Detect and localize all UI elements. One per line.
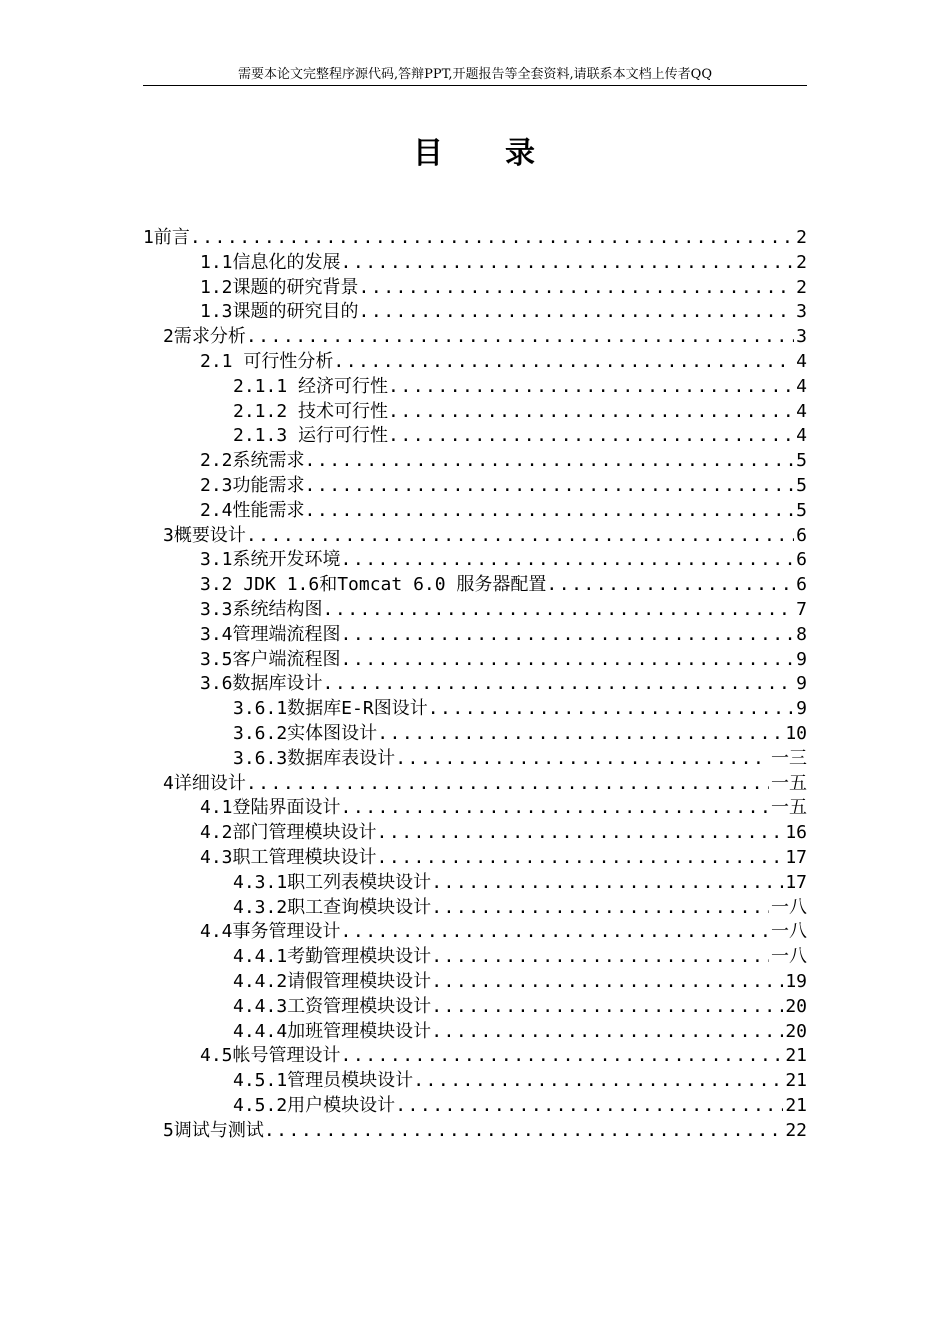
toc-entry[interactable]: [143, 1069, 807, 1094]
toc-entry-label: 4.5帐号管理设计: [200, 1045, 341, 1067]
toc-entry[interactable]: [143, 226, 807, 251]
toc-entry-label: 4.4.3工资管理模块设计: [233, 995, 432, 1017]
toc-entry-page: 10: [785, 722, 807, 744]
toc-entry[interactable]: [143, 524, 807, 549]
toc-leader-dots: [341, 796, 769, 821]
toc-leader-dots: [431, 945, 769, 970]
toc-entry[interactable]: [143, 300, 807, 325]
toc-entry-page: 16: [785, 822, 807, 844]
toc-entry-label: 2需求分析: [163, 326, 246, 348]
toc-entry-label: 2.1 可行性分析: [200, 350, 334, 372]
toc-entry[interactable]: [143, 598, 807, 623]
toc-leader-dots: [246, 325, 794, 350]
toc-entry[interactable]: [143, 1020, 807, 1045]
toc-entry-page: 一五: [771, 772, 807, 794]
toc-entry-page: 5: [796, 474, 807, 496]
toc-leader-dots: [246, 772, 769, 797]
toc-leader-dots: [431, 871, 783, 896]
toc-entry-label: 4.4.1考勤管理模块设计: [233, 946, 432, 968]
toc-entry-page: 2: [796, 251, 807, 273]
toc-leader-dots: [305, 499, 795, 524]
toc-entry[interactable]: [143, 400, 807, 425]
toc-entry-page: 一八: [771, 921, 807, 943]
toc-entry[interactable]: [143, 846, 807, 871]
toc-entry[interactable]: [143, 350, 807, 375]
toc-entry[interactable]: [143, 648, 807, 673]
toc-entry-label: 4.4事务管理设计: [200, 921, 341, 943]
toc-entry-page: 4: [796, 425, 807, 447]
toc-leader-dots: [395, 1094, 783, 1119]
toc-entry[interactable]: [143, 424, 807, 449]
toc-entry[interactable]: [143, 697, 807, 722]
toc-entry-page: 21: [785, 1070, 807, 1092]
toc-entry[interactable]: [143, 722, 807, 747]
toc-leader-dots: [388, 424, 794, 449]
toc-leader-dots: [323, 598, 795, 623]
toc-entry-label: 2.3功能需求: [200, 474, 305, 496]
toc-entry-label: 4.3.2职工查询模块设计: [233, 896, 432, 918]
toc-entry-label: 4.5.1管理员模块设计: [233, 1070, 414, 1092]
toc-entry[interactable]: [143, 871, 807, 896]
toc-leader-dots: [413, 1069, 783, 1094]
toc-entry-page: 4: [796, 350, 807, 372]
table-of-contents: [143, 226, 807, 1143]
toc-leader-dots: [377, 722, 783, 747]
toc-leader-dots: [246, 524, 794, 549]
toc-entry-label: 4.4.4加班管理模块设计: [233, 1020, 432, 1042]
toc-entry-page: 2: [796, 276, 807, 298]
toc-entry[interactable]: [143, 796, 807, 821]
toc-entry-page: 一八: [771, 946, 807, 968]
toc-entry[interactable]: [143, 325, 807, 350]
toc-entry-label: 2.1.1 经济可行性: [233, 375, 389, 397]
toc-entry[interactable]: [143, 375, 807, 400]
toc-entry[interactable]: [143, 896, 807, 921]
toc-entry-page: 9: [796, 698, 807, 720]
toc-leader-dots: [388, 375, 794, 400]
toc-entry-page: 3: [796, 301, 807, 323]
toc-entry-page: 一三: [771, 747, 807, 769]
toc-entry-label: 4.3.1职工列表模块设计: [233, 871, 432, 893]
toc-entry-page: 一五: [771, 797, 807, 819]
toc-entry-label: 2.4性能需求: [200, 499, 305, 521]
toc-leader-dots: [341, 1044, 784, 1069]
toc-leader-dots: [431, 1020, 783, 1045]
toc-entry[interactable]: [143, 920, 807, 945]
page-header: 需要本论文完整程序源代码,答辩PPT,开题报告等全套资料,请联系本文档上传者QQ: [143, 66, 807, 86]
toc-entry-label: 1.3课题的研究目的: [200, 301, 359, 323]
page-title-part1: 目: [413, 136, 445, 171]
toc-leader-dots: [305, 474, 795, 499]
toc-entry-label: 3.6.2实体图设计: [233, 722, 378, 744]
toc-entry-label: 2.2系统需求: [200, 450, 305, 472]
toc-leader-dots: [341, 251, 795, 276]
toc-entry-page: 22: [785, 1119, 807, 1141]
toc-entry-page: 3: [796, 326, 807, 348]
toc-entry-page: 5: [796, 450, 807, 472]
toc-entry-page: 6: [796, 524, 807, 546]
toc-entry-label: 3.6数据库设计: [200, 673, 323, 695]
toc-entry-label: 1前言: [143, 227, 190, 248]
toc-leader-dots: [323, 672, 795, 697]
toc-entry-page: 4: [796, 400, 807, 422]
toc-entry-page: 20: [785, 1020, 807, 1042]
toc-entry-label: 4.3职工管理模块设计: [200, 846, 377, 868]
toc-entry-label: 3.4管理端流程图: [200, 623, 341, 645]
toc-leader-dots: [359, 300, 795, 325]
toc-entry[interactable]: [143, 945, 807, 970]
toc-entry-label: 3.5客户端流程图: [200, 648, 341, 670]
toc-entry-page: 5: [796, 499, 807, 521]
toc-leader-dots: [431, 970, 783, 995]
toc-entry-label: 4.2部门管理模块设计: [200, 822, 377, 844]
toc-entry[interactable]: [143, 970, 807, 995]
toc-leader-dots: [377, 821, 784, 846]
toc-entry-page: 9: [796, 648, 807, 670]
toc-entry[interactable]: [143, 548, 807, 573]
toc-entry[interactable]: [143, 995, 807, 1020]
toc-leader-dots: [428, 697, 794, 722]
toc-entry-page: 4: [796, 375, 807, 397]
page-title: [0, 128, 950, 172]
toc-entry-label: 2.1.2 技术可行性: [233, 400, 389, 422]
toc-entry-label: 3.1系统开发环境: [200, 549, 341, 571]
toc-entry-page: 21: [785, 1045, 807, 1067]
toc-entry[interactable]: [143, 474, 807, 499]
toc-entry-label: 4.1登陆界面设计: [200, 797, 341, 819]
toc-entry[interactable]: [143, 276, 807, 301]
toc-entry[interactable]: [143, 499, 807, 524]
toc-entry[interactable]: [143, 747, 807, 772]
toc-entry-page: 7: [796, 598, 807, 620]
toc-leader-dots: [395, 747, 769, 772]
toc-entry[interactable]: [143, 449, 807, 474]
toc-entry-label: 1.2课题的研究背景: [200, 276, 359, 298]
toc-leader-dots: [546, 573, 794, 598]
toc-leader-dots: [341, 648, 795, 673]
toc-leader-dots: [341, 548, 795, 573]
toc-entry-label: 2.1.3 运行可行性: [233, 425, 389, 447]
toc-leader-dots: [341, 920, 769, 945]
toc-entry-label: 1.1信息化的发展: [200, 251, 341, 273]
toc-entry-label: 5调试与测试: [163, 1119, 264, 1141]
toc-leader-dots: [190, 226, 794, 251]
toc-entry-page: 6: [796, 574, 807, 596]
toc-entry-page: 6: [796, 549, 807, 571]
toc-entry-page: 9: [796, 673, 807, 695]
toc-entry[interactable]: [143, 821, 807, 846]
toc-leader-dots: [388, 400, 794, 425]
toc-entry-page: 17: [785, 846, 807, 868]
toc-entry-page: 20: [785, 995, 807, 1017]
toc-entry-label: 3.6.1数据库E-R图设计: [233, 698, 428, 720]
toc-leader-dots: [359, 276, 795, 301]
page-title-part2: 录: [505, 136, 537, 171]
toc-entry-page: 2: [796, 227, 807, 248]
toc-leader-dots: [377, 846, 784, 871]
toc-entry[interactable]: [143, 623, 807, 648]
toc-entry-page: 21: [785, 1094, 807, 1116]
toc-entry[interactable]: [143, 251, 807, 276]
toc-entry[interactable]: [143, 672, 807, 697]
toc-entry-label: 4.5.2用户模块设计: [233, 1094, 396, 1116]
toc-leader-dots: [333, 350, 794, 375]
toc-entry-page: 8: [796, 623, 807, 645]
toc-leader-dots: [264, 1119, 783, 1144]
toc-entry-label: 3.6.3数据库表设计: [233, 747, 396, 769]
toc-leader-dots: [431, 995, 783, 1020]
toc-entry[interactable]: [143, 772, 807, 797]
toc-entry[interactable]: [143, 1044, 807, 1069]
toc-entry-label: 3.2 JDK 1.6和Tomcat 6.0 服务器配置: [200, 574, 547, 596]
toc-entry-label: 4.4.2请假管理模块设计: [233, 970, 432, 992]
toc-entry[interactable]: [143, 573, 807, 598]
toc-entry-page: 一八: [771, 896, 807, 918]
toc-entry-label: 4详细设计: [163, 772, 246, 794]
toc-entry-page: 17: [785, 871, 807, 893]
toc-entry-label: 3概要设计: [163, 524, 246, 546]
toc-entry[interactable]: [143, 1094, 807, 1119]
toc-leader-dots: [341, 623, 795, 648]
toc-leader-dots: [431, 896, 769, 921]
toc-entry-page: 19: [785, 970, 807, 992]
toc-leader-dots: [305, 449, 795, 474]
toc-entry[interactable]: [143, 1119, 807, 1144]
toc-entry-label: 3.3系统结构图: [200, 598, 323, 620]
